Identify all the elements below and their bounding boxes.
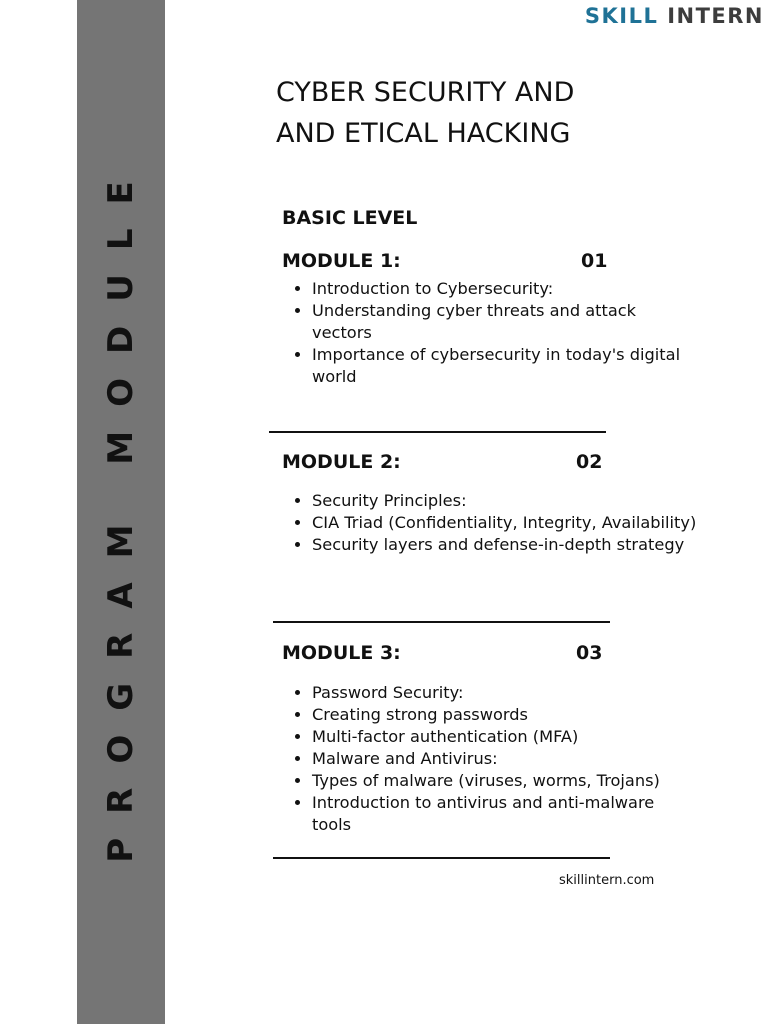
list-item: • Multi-factor authentication (MFA) [312, 726, 697, 748]
divider-line [269, 431, 606, 433]
list-item: • CIA Triad (Confidentiality, Integrity, Availability) [312, 512, 697, 534]
module-3-topic-list [290, 682, 697, 836]
module-3-heading: MODULE 3: [282, 642, 401, 664]
list-item: • Security layers and defense-in-depth strategy [312, 534, 697, 556]
footer-website: skillintern.com [559, 873, 655, 888]
brand-part-intern: INTERN [667, 4, 764, 28]
divider-line [273, 621, 610, 623]
module-2-heading: MODULE 2: [282, 451, 401, 473]
page-title-line-1: CYBER SECURITY AND [276, 77, 575, 108]
module-1-heading: MODULE 1: [282, 250, 401, 272]
list-item: • Password Security: [312, 682, 697, 704]
list-item: • Introduction to antivirus and anti-malware tools [312, 792, 697, 836]
list-item: • Malware and Antivirus: [312, 748, 697, 770]
list-item: • Creating strong passwords [312, 704, 697, 726]
divider-line [273, 857, 610, 859]
list-item: • Security Principles: [312, 490, 697, 512]
list-item: • Understanding cyber threats and attack vectors [312, 300, 697, 344]
page-title [276, 72, 696, 154]
module-1-topic-list [290, 278, 697, 388]
module-3-number: 03 [576, 642, 603, 664]
list-item: • Introduction to Cybersecurity: [312, 278, 697, 300]
list-item: • Types of malware (viruses, worms, Trojans) [312, 770, 697, 792]
list-item: • Importance of cybersecurity in today's digital world [312, 344, 697, 388]
level-heading: BASIC LEVEL [282, 207, 418, 229]
module-2-topic-list [290, 490, 697, 556]
sidebar-title: PROGRAM MODULE [101, 157, 141, 863]
module-1-number: 01 [581, 250, 608, 272]
page-title-line-2: AND ETICAL HACKING [276, 118, 571, 149]
module-2-number: 02 [576, 451, 603, 473]
brand-part-skill: SKILL [584, 4, 659, 28]
brand-logo [585, 4, 764, 28]
